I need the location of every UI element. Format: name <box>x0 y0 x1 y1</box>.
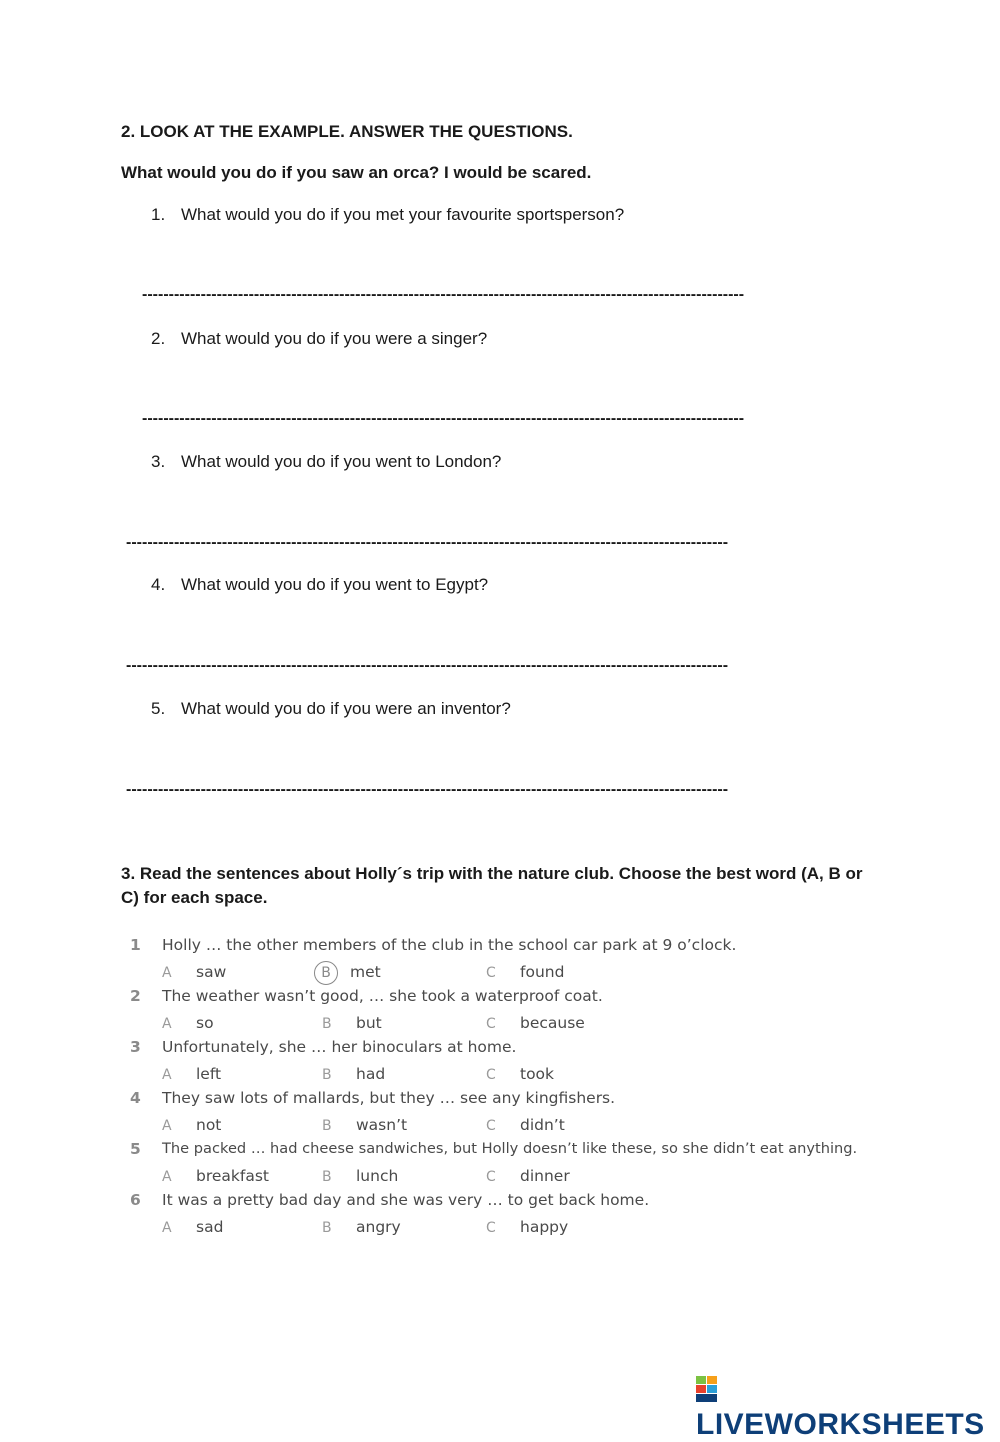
mc-item-6 <box>130 1191 890 1242</box>
question-text: What would you do if you went to London? <box>181 452 502 471</box>
option-b[interactable] <box>322 1116 407 1134</box>
option-letter: C <box>486 1067 496 1083</box>
option-letter: A <box>162 1067 172 1083</box>
option-word: saw <box>196 963 227 981</box>
option-letter: C <box>486 1220 496 1236</box>
item-stem: The packed … had cheese sandwiches, but Holly doesn’t like these, so she didn’t eat anything. <box>162 1140 858 1157</box>
question-5 <box>151 699 511 719</box>
option-letter: C <box>486 965 496 981</box>
option-a[interactable] <box>162 1116 221 1134</box>
option-a[interactable] <box>162 1167 269 1185</box>
logo-text: LIVEWORKSHEETS <box>696 1408 985 1441</box>
option-word: dinner <box>520 1167 570 1185</box>
question-1 <box>151 205 624 225</box>
item-number: 5 <box>130 1140 141 1158</box>
answer-line-3[interactable]: ----------------------------------------------------------------------------------------------------------------- <box>126 534 729 551</box>
question-4 <box>151 575 488 595</box>
option-word: found <box>520 963 565 981</box>
item-stem: They saw lots of mallards, but they … see any kingfishers. <box>162 1089 616 1107</box>
question-3 <box>151 452 501 472</box>
option-letter: B <box>322 1067 332 1083</box>
option-c[interactable] <box>486 963 564 981</box>
option-word: happy <box>520 1218 569 1236</box>
question-number: 4. <box>151 575 166 594</box>
option-word: not <box>196 1116 222 1134</box>
mc-item-4 <box>130 1089 890 1140</box>
question-text: What would you do if you were a singer? <box>181 329 488 348</box>
option-c[interactable] <box>486 1014 585 1032</box>
mc-item-1 <box>130 936 890 987</box>
item-stem: The weather wasn’t good, … she took a waterproof coat. <box>162 987 603 1005</box>
option-c[interactable] <box>486 1065 554 1083</box>
liveworksheets-logo[interactable] <box>696 1374 1000 1442</box>
item-number: 1 <box>130 936 141 954</box>
option-b[interactable] <box>322 1167 398 1185</box>
question-2 <box>151 329 487 349</box>
question-text: What would you do if you went to Egypt? <box>181 575 489 594</box>
option-letter: A <box>162 1016 172 1032</box>
option-c[interactable] <box>486 1116 565 1134</box>
option-word: sad <box>196 1218 224 1236</box>
option-letter: B <box>322 1118 332 1134</box>
option-a[interactable] <box>162 1014 214 1032</box>
option-word: met <box>350 963 381 981</box>
example-sentence: What would you do if you saw an orca? I would be scared. <box>121 163 592 182</box>
answer-line-5[interactable]: ----------------------------------------------------------------------------------------------------------------- <box>126 781 729 798</box>
option-letter: C <box>486 1016 496 1032</box>
section-2-title: 2. LOOK AT THE EXAMPLE. ANSWER THE QUESTIONS. <box>121 122 573 141</box>
option-word: angry <box>356 1218 401 1236</box>
option-letter: C <box>486 1118 496 1134</box>
question-number: 5. <box>151 699 166 718</box>
question-number: 2. <box>151 329 166 348</box>
option-letter: A <box>162 965 172 981</box>
option-word: breakfast <box>196 1167 269 1185</box>
mc-item-5 <box>130 1140 890 1191</box>
option-letter: B <box>322 1169 332 1185</box>
option-c[interactable] <box>486 1218 568 1236</box>
option-letter: B <box>322 1220 332 1236</box>
option-b[interactable] <box>322 1065 385 1083</box>
option-b-selected[interactable] <box>320 961 381 985</box>
option-b[interactable] <box>322 1218 401 1236</box>
option-word: wasn’t <box>356 1116 408 1134</box>
item-number: 2 <box>130 987 141 1005</box>
option-word: so <box>196 1014 214 1032</box>
option-letter: C <box>486 1169 496 1185</box>
item-number: 6 <box>130 1191 141 1209</box>
option-a[interactable] <box>162 963 226 981</box>
option-letter: A <box>162 1169 172 1185</box>
mc-item-3 <box>130 1038 890 1089</box>
question-text: What would you do if you met your favourite sportsperson? <box>181 205 625 224</box>
answer-line-1[interactable]: ----------------------------------------------------------------------------------------------------------------- <box>142 286 745 303</box>
option-word: didn’t <box>520 1116 565 1134</box>
option-word: left <box>196 1065 222 1083</box>
option-letter: A <box>162 1118 172 1134</box>
question-text: What would you do if you were an inventor? <box>181 699 511 718</box>
option-word: had <box>356 1065 386 1083</box>
answer-line-4[interactable]: ----------------------------------------------------------------------------------------------------------------- <box>126 657 729 674</box>
lws-logo-icon <box>696 1376 718 1402</box>
question-number: 3. <box>151 452 166 471</box>
selected-circle-icon: B <box>314 961 338 985</box>
multiple-choice-list <box>130 936 890 1246</box>
option-letter: A <box>162 1220 172 1236</box>
item-stem: Holly … the other members of the club in the school car park at 9 o’clock. <box>162 936 737 954</box>
option-letter: B <box>322 1016 332 1032</box>
option-b[interactable] <box>322 1014 382 1032</box>
question-number: 1. <box>151 205 166 224</box>
option-a[interactable] <box>162 1065 221 1083</box>
mc-item-2 <box>130 987 890 1038</box>
item-number: 3 <box>130 1038 141 1056</box>
section-3-title: 3. Read the sentences about Holly´s trip with the nature club. Choose the best word (A, B or C) for each space. <box>121 864 863 907</box>
option-a[interactable] <box>162 1218 223 1236</box>
item-number: 4 <box>130 1089 141 1107</box>
item-stem: Unfortunately, she … her binoculars at home. <box>162 1038 517 1056</box>
option-c[interactable] <box>486 1167 570 1185</box>
answer-line-2[interactable]: ----------------------------------------------------------------------------------------------------------------- <box>142 410 745 427</box>
option-word: lunch <box>356 1167 399 1185</box>
option-word: because <box>520 1014 585 1032</box>
option-word: but <box>356 1014 382 1032</box>
item-stem: It was a pretty bad day and she was very … to get back home. <box>162 1191 650 1209</box>
option-word: took <box>520 1065 555 1083</box>
